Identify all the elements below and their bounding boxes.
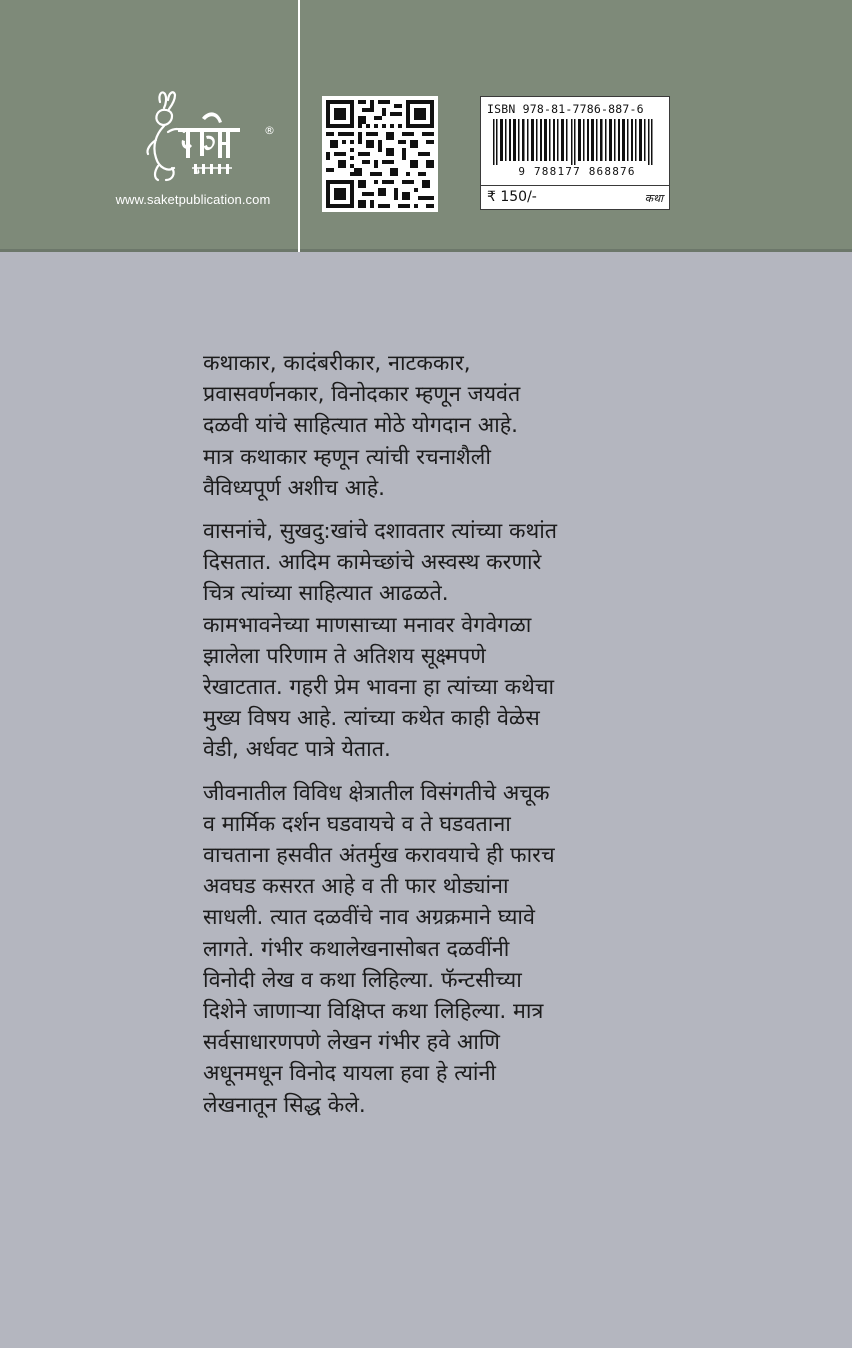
blurb-line: लागते. गंभीर कथालेखनासोबत दळवींनी — [203, 936, 510, 962]
price-row — [481, 185, 669, 209]
blurb-line: सर्वसाधारणपणे लेखन गंभीर हवे आणि — [203, 1030, 500, 1056]
publisher-logo — [98, 88, 288, 208]
blurb-line: दळवी यांचे साहित्यात मोठे योगदान आहे. — [203, 413, 518, 439]
blurb-line: कथाकार, कादंबरीकार, नाटककार, — [203, 351, 471, 376]
barcode-box — [480, 96, 670, 210]
blurb-paragraph-2 — [203, 516, 803, 766]
back-cover-blurb — [203, 348, 803, 1133]
qr-code — [322, 96, 438, 212]
blurb-line: वासनांचे, सुखदु:खांचे दशावतार त्यांच्या कथांत — [203, 519, 558, 545]
blurb-line: मात्र कथाकार म्हणून त्यांची रचनाशैली — [203, 444, 491, 470]
blurb-line: अधूनमधून विनोद यायला हवा हे त्यांनी — [203, 1061, 496, 1087]
price: ₹ 150/- — [487, 189, 537, 205]
blurb-line: जीवनातील विविध क्षेत्रातील विसंगतीचे अचूक — [203, 780, 550, 806]
blurb-line: प्रवासवर्णनकार, विनोदकार म्हणून जयवंत — [203, 382, 521, 408]
barcode-icon — [489, 119, 665, 165]
genre-label: कथा — [644, 192, 663, 205]
blurb-line: वाचताना हसवीत अंतर्मुख करावयाचे ही फारच — [203, 843, 555, 869]
blurb-line: दिशेने जाणाऱ्या विक्षिप्त कथा लिहिल्या. मात्र — [203, 999, 544, 1025]
blurb-line: मुख्य विषय आहे. त्यांच्या कथेत काही वेळेस — [203, 706, 540, 732]
blurb-line: चित्र त्यांच्या साहित्यात आढळते. — [203, 581, 449, 607]
blurb-paragraph-1 — [203, 348, 803, 504]
qr-code-icon — [326, 100, 434, 208]
blurb-line: दिसतात. आदिम कामेच्छांचे अस्वस्थ करणारे — [203, 550, 542, 576]
band-divider — [298, 0, 300, 252]
registered-mark: ® — [264, 124, 275, 137]
barcode-digits: 9 788177 868876 — [518, 165, 636, 178]
rabbit-logo-icon — [132, 88, 262, 188]
blurb-line: वेडी, अर्धवट पात्रे येतात. — [203, 737, 391, 763]
blurb-paragraph-3 — [203, 778, 803, 1121]
top-band — [0, 0, 852, 252]
blurb-line: साधली. त्यात दळवींचे नाव अग्रक्रमाने घ्यावे — [203, 905, 535, 931]
blurb-line: विनोदी लेख व कथा लिहिल्या. फॅन्टसीच्या — [203, 967, 522, 993]
blurb-line: लेखनातून सिद्ध केले. — [203, 1092, 366, 1118]
publisher-website[interactable]: www.saketpublication.com — [115, 192, 271, 207]
blurb-line: वैविध्यपूर्ण अशीच आहे. — [203, 475, 385, 501]
blurb-line: कामभावनेच्या माणसाच्या मनावर वेगवेगळा — [203, 612, 532, 638]
blurb-line: व मार्मिक दर्शन घडवायचे व ते घडवताना — [203, 811, 511, 837]
blurb-line: अवघड कसरत आहे व ती फार थोड्यांना — [203, 874, 509, 900]
isbn-text: ISBN 978-81-7786-887-6 — [487, 102, 644, 116]
blurb-line: झालेला परिणाम ते अतिशय सूक्ष्मपणे — [203, 643, 486, 669]
blurb-line: रेखाटतात. गहरी प्रेम भावना हा त्यांच्या कथेचा — [203, 675, 555, 701]
